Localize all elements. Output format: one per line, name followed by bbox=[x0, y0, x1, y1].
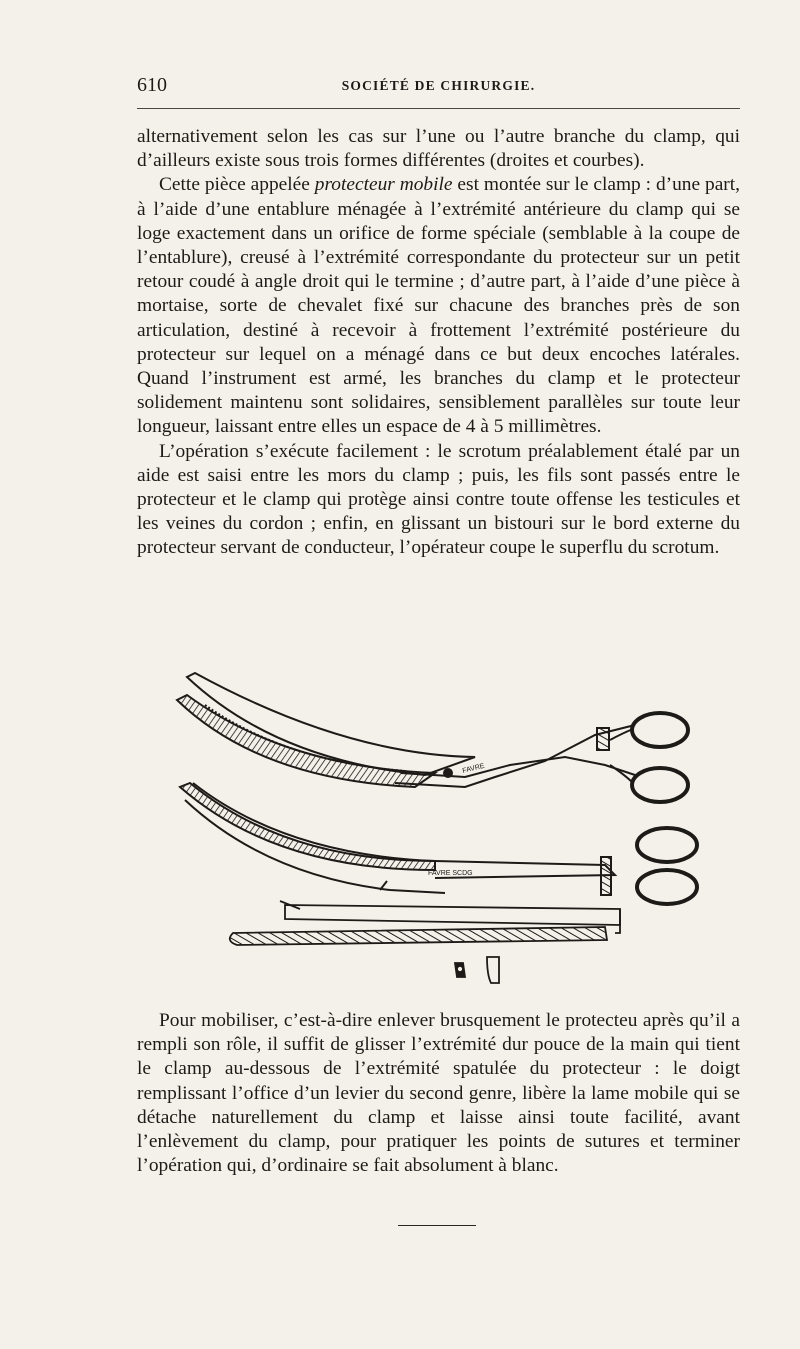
engraving-mark-favre: FAVRE bbox=[461, 762, 486, 775]
section-end-rule bbox=[398, 1225, 476, 1226]
paragraph-protecteur-rest: est montée sur le clamp : d’une part, à l’aide d’une entablure ménagée à l’extrémité antérieure du clamp qui se loge exactement dans un orifice de forme spéciale (semblable à la coupe de l’entablure), creusé à l’extrémité correspondante du protecteur sur un petit retour coudé à angle droit qui le termine ; d’autre part, à l’aide d’une pièce à mortaise, sorte de chevalet fixé sur chacune des branches près de son articulation, destiné à recevoir à frottement l’extrémité postérieure du protecteur sur lequel on a ménagé dans ce but deux encoches latérales. Quand l’instrument est armé, les branches du clamp et le protecteur solidement maintenu sont solidaires, sensiblement parallèles sur toute leur longueur, laissant entre elles un espace de 4 à 5 millimètres. bbox=[137, 174, 741, 438]
page-number: 610 bbox=[137, 74, 167, 96]
text-block-top bbox=[137, 125, 740, 561]
paragraph-continuation: alternativement selon les cas sur l’une ou l’autre branche du clamp, qui d’ailleurs existe sous trois formes différentes (droites et courbes). bbox=[137, 126, 740, 172]
clamp-top bbox=[177, 673, 688, 802]
running-header bbox=[137, 72, 740, 102]
paragraph-mobiliser: Pour mobiliser, c’est-à-dire enlever brusquement le protecteu après qu’il a rempli son rôle, il suffit de glisser l’extrémité dur pouce de la main qui tient le clamp au-dessous de l’extrémité spatulée du protecteur : le doigt remplissant l’office d’un levier du second genre, libère la lame mobile qui se détache naturellement du clamp et laisse ainsi toute facilité, avant l’enlèvement du clamp, pour pratiquer les points de sutures et terminer l’opération qui, d’ordinaire se fait absolument à blanc. bbox=[137, 1010, 740, 1177]
clamp-engraving-svg bbox=[165, 665, 705, 995]
running-title: SOCIÉTÉ DE CHIRURGIE. bbox=[341, 78, 536, 93]
term-protecteur-mobile: protecteur mobile bbox=[314, 174, 453, 196]
paragraph-protecteur bbox=[137, 173, 740, 439]
engraving-mark-favre-scdg: FAVRE SCDG bbox=[428, 870, 473, 877]
text-block-bottom bbox=[137, 1009, 740, 1178]
paragraph-operation: L’opération s’exécute facilement : le scrotum préalablement étalé par un aide est saisi entre les mors du clamp ; puis, les fils sont passés entre le protecteur et le clamp qui protège ainsi contre toute offense les testicules et les veines du cordon ; enfin, en glissant un bistouri sur le bord externe du protecteur servant de conducteur, l’opérateur coupe le superflu du scrotum. bbox=[137, 440, 740, 559]
protector-blade bbox=[230, 901, 620, 945]
detail-pieces bbox=[455, 957, 499, 983]
clamp-engraving-figure bbox=[165, 665, 705, 995]
clamp-middle bbox=[180, 783, 697, 904]
paragraph-protecteur-start: Cette pièce appelée bbox=[159, 174, 315, 196]
header-rule bbox=[137, 108, 740, 109]
